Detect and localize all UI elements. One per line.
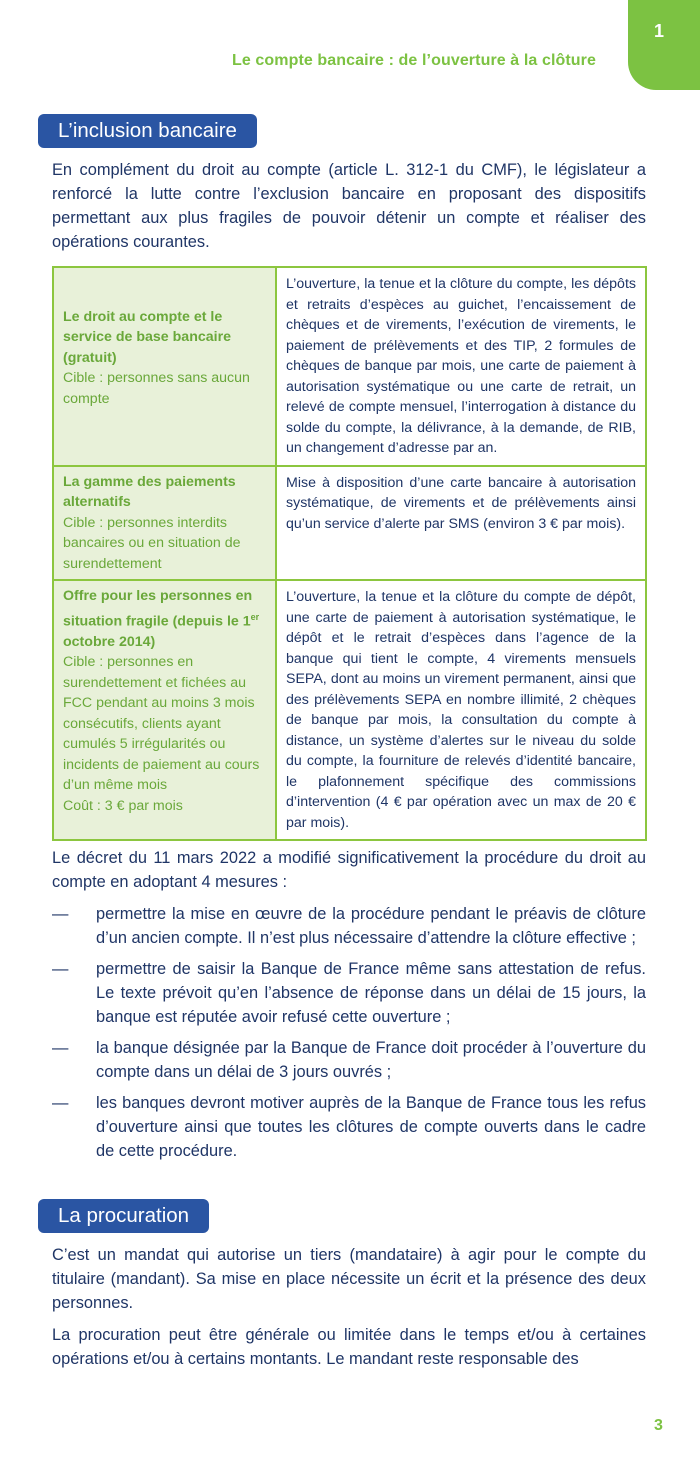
list-item xyxy=(52,902,646,950)
table-row xyxy=(53,466,646,581)
chapter-number: 1 xyxy=(653,20,664,41)
table-row xyxy=(53,580,646,840)
offers-table xyxy=(52,266,647,841)
offer-description: Mise à disposition d’une carte bancaire à autorisation systématique, de virements et de prélèvements ainsi qu’un service d’alerte par SMS (environ 3 € par mois). xyxy=(276,466,646,581)
dash-marker: — xyxy=(52,960,69,978)
dash-marker: — xyxy=(52,1094,69,1112)
dash-marker: — xyxy=(52,1039,69,1057)
offer-title-part: octobre 2014) xyxy=(63,633,156,650)
table-row xyxy=(53,267,646,466)
dash-marker: — xyxy=(52,905,69,923)
offer-title: Le droit au compte et le service de base bancaire (gratuit) xyxy=(63,308,231,366)
measure-text: permettre de saisir la Banque de France même sans attestation de refus. Le texte prévoit qu’en l’absence de réponse dans un délai de 15 jours, la banque est réputée avoir refusé cette ouverture ; xyxy=(96,960,646,1026)
measure-text: permettre la mise en œuvre de la procédure pendant le préavis de clôture d’un ancien compte. Il n’est plus nécessaire d’attendre la clôture effective ; xyxy=(96,905,646,947)
list-item xyxy=(52,957,646,1029)
offer-target: Cible : personnes en surendettement et fichées au FCC pendant au moins 3 mois consécutifs, clients ayant cumulés 5 irrégularités ou incidents de paiement au cours d’un même mois xyxy=(63,654,260,794)
offer-description: L’ouverture, la tenue et la clôture du compte, les dépôts et retraits d’espèces au guichet, l’encaissement de chèques et de virements, l’exécution de virements, le paiement de prélèvements et des TIP, 2 formules de chèques de banque par mois, une carte de paiement à autorisation systématique ou une carte de retrait, un relevé de compte mensuel, l’interrogation à distance du solde du compte, la délivrance, à la demande, de RIB, un changement d’adresse par an. xyxy=(276,267,646,466)
offer-target: Cible : personnes interdits bancaires ou en situation de surendettement xyxy=(63,514,241,572)
list-item xyxy=(52,1091,646,1163)
offer-label-cell xyxy=(53,466,276,581)
inclusion-intro: En complément du droit au compte (article L. 312-1 du CMF), le législateur a renforcé la lutte contre l’exclusion bancaire en proposant des dispositifs permettant aux plus fragiles de pouvoir détenir un compte et réaliser des opérations courantes. xyxy=(52,161,646,251)
offer-title: La gamme des paiements alternatifs xyxy=(63,473,236,510)
offer-title-ordinal: er xyxy=(250,611,260,622)
offer-title xyxy=(63,586,269,652)
section-title-procuration: La procuration xyxy=(38,1199,209,1233)
measure-text: la banque désignée par la Banque de France doit procéder à l’ouverture du compte dans un délai de 3 jours ouvrés ; xyxy=(96,1039,646,1081)
chapter-tab xyxy=(628,0,700,90)
offer-target: Cible : personnes sans aucun compte xyxy=(63,370,250,407)
decree-intro: Le décret du 11 mars 2022 a modifié significativement la procédure du droit au compte en adoptant 4 mesures : xyxy=(52,849,646,891)
offer-title-part: Offre pour les personnes en situation fragile (depuis le 1 xyxy=(63,588,253,630)
procuration-para-1: C’est un mandat qui autorise un tiers (mandataire) à agir pour le compte du titulaire (mandant). Sa mise en place nécessite un écrit et la présence des deux personnes. xyxy=(52,1246,646,1312)
measures-list xyxy=(52,902,646,1170)
procuration-para-2: La procuration peut être générale ou limitée dans le temps et/ou à certaines opérations et/ou à certains montants. Le mandant reste responsable des xyxy=(52,1326,646,1368)
section-title-inclusion: L’inclusion bancaire xyxy=(38,114,257,148)
offer-label-cell xyxy=(53,267,276,466)
offer-label-cell xyxy=(53,580,276,840)
measure-text: les banques devront motiver auprès de la Banque de France tous les refus d’ouverture ainsi que toutes les clôtures de compte ouverts dans le cadre de cette procédure. xyxy=(96,1094,646,1160)
page-number: 3 xyxy=(654,1417,663,1434)
running-header: Le compte bancaire : de l’ouverture à la clôture xyxy=(231,52,596,69)
offer-description: L’ouverture, la tenue et la clôture du compte de dépôt, une carte de paiement à autorisation systématique, le dépôt et le retrait d’espèces dans l’agence de la banque qui tient le compte, 4 virements mensuels SEPA, dont au moins un virement permanent, ainsi que des prélèvements SEPA en nombre illimité, 2 chèques de banque par mois, la consultation du compte à distance, un système d’alertes sur le niveau du solde du compte, la fourniture de relevés d’identité bancaire, le plafonnement spécifique des commissions d’intervention (4 € par opération avec un max de 20 € par mois). xyxy=(276,580,646,840)
offer-cost: Coût : 3 € par mois xyxy=(63,797,183,814)
list-item xyxy=(52,1036,646,1084)
